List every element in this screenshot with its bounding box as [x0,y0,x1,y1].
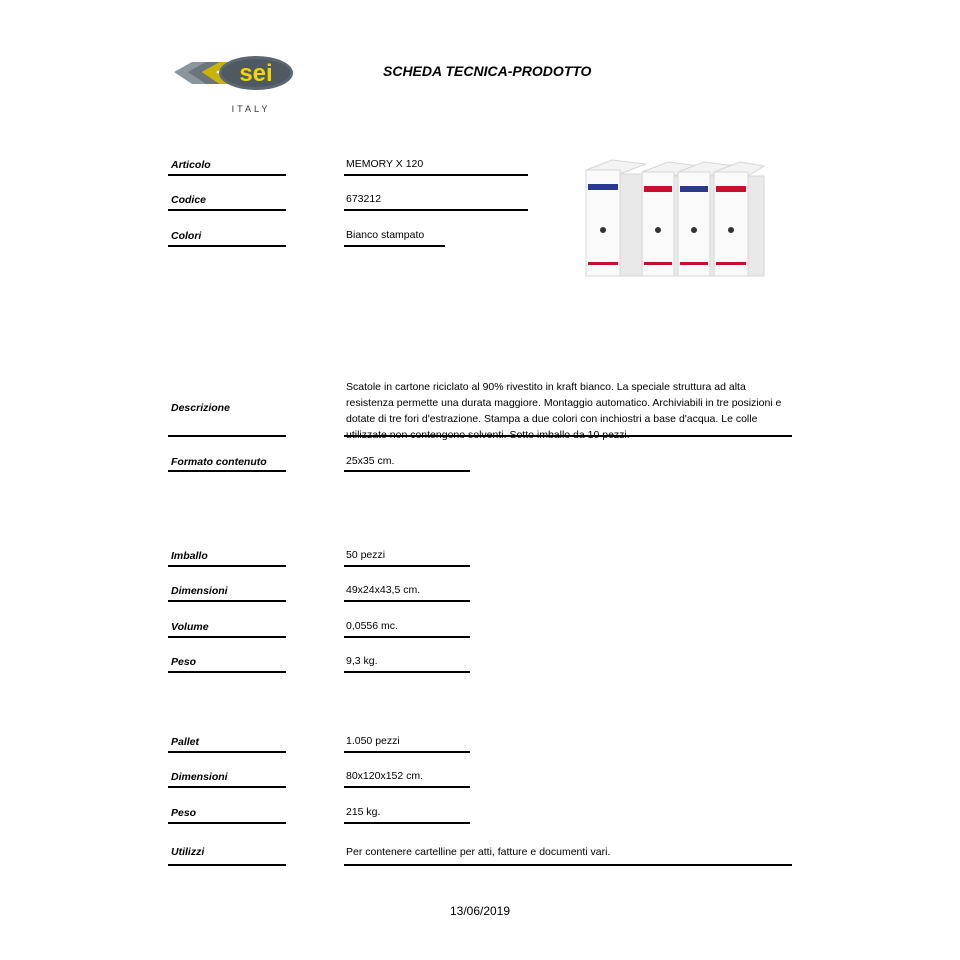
label-pallet-dimensioni: Dimensioni [171,771,228,783]
value-articolo: MEMORY X 120 [346,158,424,170]
rule-pallet-peso-label [168,822,286,824]
footer-date: 13/06/2019 [449,904,511,918]
label-descrizione: Descrizione [171,402,230,414]
rule-volume-label [168,636,286,638]
rule-descrizione-value [344,435,792,437]
value-formato-contenuto: 25x35 cm. [346,455,395,467]
rule-utilizzi-label [168,864,286,866]
rule-colori-label [168,245,286,247]
rule-codice-label [168,209,286,211]
rule-imballo-peso-value [344,671,470,673]
value-pallet-dimensioni: 80x120x152 cm. [346,770,424,782]
rule-imballo-value [344,565,470,567]
page-title: SCHEDA TECNICA-PRODOTTO [383,63,592,79]
rule-imballo-dimensioni-value [344,600,470,602]
value-imballo-peso: 9,3 kg. [346,655,378,667]
value-utilizzi: Per contenere cartelline per atti, fatture e documenti vari. [346,846,611,858]
value-volume: 0,0556 mc. [346,620,398,632]
value-imballo-dimensioni: 49x24x43,5 cm. [346,584,421,596]
logo-subtext: ITALY [231,104,271,114]
logo-text: sei [239,60,273,87]
value-descrizione: Scatole in cartone riciclato al 90% rivestito in kraft bianco. La speciale struttura ad alta resistenza permette una durata maggiore. Montaggio automatico. Archiviabili in tre posizioni e dotate di tre fori d'estrazione. Stampa a due colori con inchiostri a base d'acqua. Le colle [346,381,782,425]
label-articolo: Articolo [171,159,211,171]
rule-colori-value [344,245,445,247]
label-utilizzi: Utilizzi [171,846,205,858]
value-codice: 673212 [346,193,382,205]
product-image [582,156,766,280]
company-logo [174,50,298,116]
rule-pallet-dimensioni-value [344,786,470,788]
label-imballo: Imballo [171,550,208,562]
rule-articolo-label [168,174,286,176]
label-codice: Codice [171,194,207,206]
rule-imballo-peso-label [168,671,286,673]
rule-imballo-dimensioni-label [168,600,286,602]
label-pallet: Pallet [171,736,200,748]
rule-formato-label [168,470,286,472]
value-imballo: 50 pezzi [346,549,386,561]
rule-pallet-peso-value [344,822,470,824]
rule-formato-value [344,470,470,472]
rule-volume-value [344,636,470,638]
rule-utilizzi-value [344,864,792,866]
rule-imballo-label [168,565,286,567]
value-colori: Bianco stampato [346,229,425,241]
rule-pallet-dimensioni-label [168,786,286,788]
label-imballo-peso: Peso [171,656,197,668]
label-volume: Volume [171,621,209,633]
label-formato-contenuto: Formato contenuto [171,456,267,468]
rule-articolo-value [344,174,528,176]
label-pallet-peso: Peso [171,807,197,819]
value-pallet-peso: 215 kg. [346,806,381,818]
label-colori: Colori [171,230,202,242]
label-imballo-dimensioni: Dimensioni [171,585,228,597]
rule-pallet-value [344,751,470,753]
rule-descrizione-label [168,435,286,437]
rule-codice-value [344,209,528,211]
rule-pallet-label [168,751,286,753]
value-pallet: 1.050 pezzi [346,735,400,747]
